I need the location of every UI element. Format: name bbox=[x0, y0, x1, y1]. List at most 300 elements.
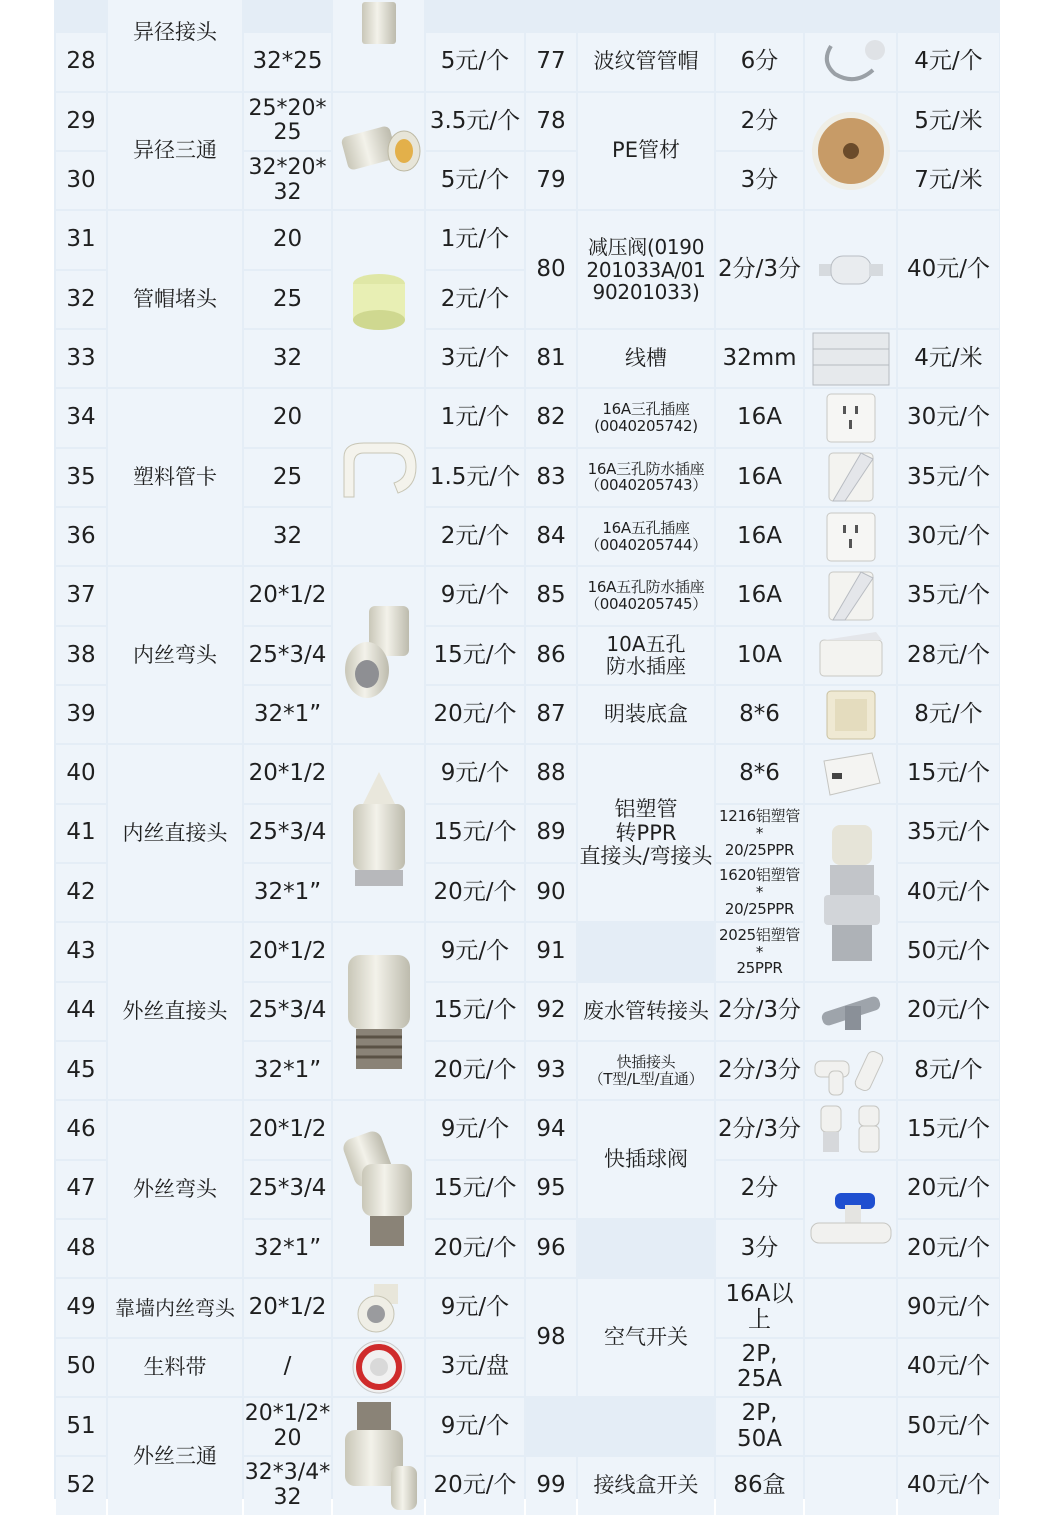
item-price bbox=[898, 211, 999, 328]
item-spec-text: 20*1/2 bbox=[248, 938, 327, 965]
item-price bbox=[426, 627, 524, 685]
item-spec bbox=[716, 864, 803, 922]
item-number bbox=[526, 745, 576, 803]
item-number bbox=[526, 686, 576, 744]
item-price bbox=[426, 33, 524, 91]
item-price-text: 90元/个 bbox=[906, 1294, 990, 1321]
item-number bbox=[56, 1457, 106, 1515]
splash-box-icon-graphic bbox=[818, 747, 884, 801]
item-name bbox=[108, 389, 242, 565]
item-spec-text: 32 bbox=[272, 522, 303, 549]
item-spec bbox=[716, 923, 803, 981]
item-spec bbox=[244, 508, 331, 566]
item-price bbox=[426, 93, 524, 151]
item-spec bbox=[716, 1220, 803, 1278]
item-price bbox=[898, 1279, 999, 1337]
item-number-text: 30 bbox=[66, 166, 96, 193]
item-price bbox=[426, 330, 524, 388]
item-number-text: 89 bbox=[536, 819, 566, 846]
item-name-text: 16A五孔防水插座 （0040205745） bbox=[585, 578, 707, 614]
item-number-text: 35 bbox=[66, 463, 96, 490]
item-price bbox=[898, 93, 999, 151]
item-price-text: 7元/米 bbox=[914, 166, 983, 193]
item-price bbox=[898, 745, 999, 803]
item-spec bbox=[716, 1339, 803, 1397]
item-spec-text: 20*1/2 bbox=[248, 582, 327, 609]
product-photo-cell bbox=[805, 1279, 896, 1337]
item-price bbox=[898, 686, 999, 744]
item-number-text: 41 bbox=[66, 819, 96, 846]
reducing-tee-icon bbox=[333, 93, 424, 210]
item-spec bbox=[716, 330, 803, 388]
item-price bbox=[898, 1339, 999, 1397]
splash-box-icon bbox=[805, 745, 896, 803]
item-number-text: 52 bbox=[66, 1472, 96, 1499]
socket-icon bbox=[805, 389, 896, 447]
item-name bbox=[578, 211, 714, 328]
item-spec-text: 32*25 bbox=[252, 48, 323, 75]
item-number-text: 45 bbox=[66, 1056, 96, 1083]
item-number bbox=[526, 1161, 576, 1219]
surface-box-icon-graphic bbox=[821, 687, 881, 743]
item-number bbox=[56, 805, 106, 863]
item-number bbox=[526, 1457, 576, 1515]
item-price bbox=[898, 152, 999, 210]
pe-tube-coil-icon bbox=[805, 93, 896, 210]
item-spec-text: 2分/3分 bbox=[717, 1056, 801, 1083]
waterproof-socket-icon-graphic bbox=[823, 449, 879, 505]
item-number-text: 29 bbox=[66, 107, 96, 134]
item-number-text: 49 bbox=[66, 1294, 96, 1321]
item-price bbox=[426, 389, 524, 447]
item-spec bbox=[244, 983, 331, 1041]
item-number bbox=[526, 449, 576, 507]
item-price bbox=[426, 686, 524, 744]
item-number bbox=[526, 1042, 576, 1100]
item-number-text: 82 bbox=[536, 404, 566, 431]
item-spec-text: 20*1/2 bbox=[248, 1116, 327, 1143]
item-spec bbox=[716, 211, 803, 328]
item-name bbox=[108, 1339, 242, 1397]
item-number-text: 31 bbox=[66, 226, 96, 253]
item-price bbox=[426, 1398, 524, 1456]
socket-icon-graphic bbox=[823, 509, 879, 565]
item-price bbox=[898, 805, 999, 863]
item-number bbox=[56, 1279, 106, 1337]
item-price-text: 9元/个 bbox=[440, 582, 510, 609]
item-price bbox=[898, 1398, 999, 1456]
item-price-text: 8元/个 bbox=[914, 1056, 983, 1083]
female-elbow-icon-graphic bbox=[339, 600, 419, 710]
item-spec-text: 32*1” bbox=[253, 700, 322, 727]
item-price-text: 9元/个 bbox=[440, 760, 510, 787]
item-number bbox=[56, 864, 106, 922]
item-price bbox=[898, 923, 999, 981]
item-price-text: 15元/个 bbox=[906, 1116, 990, 1143]
item-name-text: 波纹管管帽 bbox=[593, 49, 699, 74]
item-price bbox=[898, 1220, 999, 1278]
item-spec-text: 25*3/4 bbox=[248, 1175, 327, 1202]
item-spec bbox=[244, 567, 331, 625]
item-name bbox=[108, 567, 242, 743]
item-name bbox=[578, 627, 714, 685]
female-coupling-icon bbox=[333, 745, 424, 921]
item-price bbox=[426, 1457, 524, 1515]
item-spec bbox=[244, 686, 331, 744]
item-spec bbox=[244, 1457, 331, 1515]
male-coupling-icon bbox=[333, 923, 424, 1099]
item-number bbox=[56, 1101, 106, 1159]
waterproof-socket-icon-graphic bbox=[823, 568, 879, 624]
item-number-text: 92 bbox=[536, 997, 566, 1024]
item-name bbox=[108, 211, 242, 387]
quick-connector-icon-graphic bbox=[811, 1043, 891, 1099]
item-price-text: 35元/个 bbox=[906, 819, 990, 846]
item-spec-text: 2025铝塑管* 25PPR bbox=[718, 925, 801, 978]
item-price-text: 3元/个 bbox=[440, 344, 510, 371]
al-pipe-adapter-icon bbox=[805, 805, 896, 981]
item-number bbox=[56, 1339, 106, 1397]
item-number-text: 40 bbox=[66, 760, 96, 787]
item-number bbox=[56, 1220, 106, 1278]
item-name-text: 16A三孔防水插座 （0040205743） bbox=[585, 459, 707, 495]
item-name-text: 内丝弯头 bbox=[133, 642, 217, 667]
item-number bbox=[56, 449, 106, 507]
item-price-text: 20元/个 bbox=[433, 700, 517, 727]
item-spec bbox=[716, 389, 803, 447]
item-spec bbox=[716, 1042, 803, 1100]
item-name-text: 减压阀(0190 201033A/01 90201033) bbox=[586, 235, 706, 304]
item-spec-text: 2分/3分 bbox=[717, 1116, 801, 1143]
item-spec bbox=[244, 152, 331, 210]
pipe-clip-icon bbox=[333, 389, 424, 565]
item-number-text: 34 bbox=[66, 404, 96, 431]
ptfe-tape-icon bbox=[333, 1339, 424, 1397]
item-name-text: 异径三通 bbox=[133, 138, 217, 163]
quick-adapter-icon-graphic bbox=[813, 1102, 889, 1158]
item-spec-text: 25*3/4 bbox=[248, 641, 327, 668]
item-spec-text: 10A bbox=[736, 641, 782, 668]
item-number bbox=[526, 1279, 576, 1396]
item-spec bbox=[716, 93, 803, 151]
pipe-reducer-icon-graphic bbox=[344, 2, 414, 62]
item-price-text: 4元/米 bbox=[914, 344, 983, 371]
item-price bbox=[426, 1161, 524, 1219]
item-name bbox=[108, 1279, 242, 1337]
item-number bbox=[56, 745, 106, 803]
item-price bbox=[898, 1042, 999, 1100]
item-price-text: 15元/个 bbox=[433, 819, 517, 846]
male-elbow-icon bbox=[333, 1101, 424, 1277]
item-number bbox=[56, 567, 106, 625]
item-name-text: 快插球阀 bbox=[604, 1146, 688, 1171]
item-number bbox=[56, 983, 106, 1041]
item-price bbox=[426, 211, 524, 269]
item-spec-text: 16A bbox=[736, 522, 782, 549]
item-spec bbox=[244, 33, 331, 91]
item-spec-text: 16A bbox=[736, 463, 782, 490]
item-price bbox=[426, 1042, 524, 1100]
product-photo-cell bbox=[805, 1339, 896, 1397]
item-number-text: 93 bbox=[536, 1056, 566, 1083]
item-price-text: 4元/个 bbox=[914, 48, 983, 75]
item-name bbox=[578, 508, 714, 566]
item-number bbox=[526, 93, 576, 151]
item-price-text: 5元/米 bbox=[914, 107, 983, 134]
item-price-text: 20元/个 bbox=[906, 1234, 990, 1261]
item-number bbox=[56, 1398, 106, 1456]
item-name bbox=[108, 745, 242, 921]
item-number-text: 44 bbox=[66, 997, 96, 1024]
item-number-text: 86 bbox=[536, 641, 566, 668]
item-spec-text: 2分/3分 bbox=[717, 255, 801, 282]
item-number-text: 38 bbox=[66, 641, 96, 668]
product-photo-cell bbox=[805, 1457, 896, 1515]
item-number bbox=[56, 389, 106, 447]
item-number bbox=[526, 33, 576, 91]
item-name-text: 外丝三通 bbox=[133, 1443, 217, 1468]
item-spec-text: 32*1” bbox=[253, 1234, 322, 1261]
price-table bbox=[54, 0, 1000, 1510]
item-name bbox=[578, 33, 714, 91]
item-price-text: 28元/个 bbox=[906, 641, 990, 668]
item-number-text: 87 bbox=[536, 700, 566, 727]
item-spec bbox=[716, 508, 803, 566]
item-spec-text: 2分/3分 bbox=[717, 997, 801, 1024]
item-number bbox=[56, 1042, 106, 1100]
item-spec bbox=[244, 330, 331, 388]
item-number bbox=[56, 627, 106, 685]
item-price bbox=[898, 508, 999, 566]
item-price-text: 50元/个 bbox=[906, 938, 990, 965]
item-price bbox=[426, 449, 524, 507]
item-spec-text: 25 bbox=[272, 285, 303, 312]
item-name-text: 塑料管卡 bbox=[133, 464, 217, 489]
item-spec bbox=[716, 1101, 803, 1159]
item-name bbox=[108, 93, 242, 210]
item-price-text: 30元/个 bbox=[906, 404, 990, 431]
item-number-text: 81 bbox=[536, 344, 566, 371]
item-name bbox=[578, 449, 714, 507]
item-number bbox=[526, 805, 576, 863]
item-number bbox=[56, 33, 106, 91]
item-price-text: 15元/个 bbox=[906, 760, 990, 787]
item-number-text: 90 bbox=[536, 878, 566, 905]
item-price bbox=[898, 1101, 999, 1159]
item-number bbox=[526, 1220, 576, 1278]
item-price bbox=[898, 627, 999, 685]
item-number bbox=[526, 211, 576, 328]
male-elbow-icon-graphic bbox=[338, 1124, 420, 1254]
item-spec bbox=[244, 449, 331, 507]
item-number-text: 78 bbox=[536, 107, 566, 134]
item-price-text: 15元/个 bbox=[433, 1175, 517, 1202]
item-spec bbox=[244, 923, 331, 981]
item-number bbox=[56, 93, 106, 151]
item-spec bbox=[716, 983, 803, 1041]
item-price-text: 20元/个 bbox=[906, 1175, 990, 1202]
item-price-text: 5元/个 bbox=[440, 48, 510, 75]
item-spec-text: 20*1/2 bbox=[248, 760, 327, 787]
item-spec-text: 3分 bbox=[740, 166, 779, 193]
item-price-text: 40元/个 bbox=[906, 878, 990, 905]
item-name bbox=[578, 1042, 714, 1100]
item-spec bbox=[716, 745, 803, 803]
item-spec bbox=[716, 1161, 803, 1219]
item-spec-text: 3分 bbox=[740, 1234, 779, 1261]
item-name bbox=[578, 567, 714, 625]
cable-trunking-icon bbox=[805, 330, 896, 388]
item-spec bbox=[244, 271, 331, 329]
pressure-valve-icon bbox=[805, 211, 896, 328]
item-spec bbox=[244, 1398, 331, 1456]
item-number bbox=[526, 983, 576, 1041]
ptfe-tape-icon-graphic bbox=[349, 1339, 409, 1395]
item-name bbox=[578, 389, 714, 447]
pressure-valve-icon-graphic bbox=[815, 250, 887, 290]
item-name bbox=[578, 330, 714, 388]
item-number-text: 47 bbox=[66, 1175, 96, 1202]
item-spec bbox=[244, 389, 331, 447]
item-spec-text: 32*20* 32 bbox=[248, 155, 327, 205]
female-coupling-icon-graphic bbox=[339, 768, 419, 898]
item-price-text: 30元/个 bbox=[906, 522, 990, 549]
item-number-text: 96 bbox=[536, 1234, 566, 1261]
item-price bbox=[898, 330, 999, 388]
waterproof-socket-icon bbox=[805, 567, 896, 625]
item-price bbox=[898, 1161, 999, 1219]
wall-elbow-icon bbox=[333, 1279, 424, 1337]
item-spec bbox=[244, 1279, 331, 1337]
item-number-text: 28 bbox=[66, 48, 96, 75]
item-spec-text: 20*1/2* 20 bbox=[244, 1401, 331, 1451]
item-price bbox=[898, 33, 999, 91]
item-number-text: 48 bbox=[66, 1234, 96, 1261]
item-price-text: 15元/个 bbox=[433, 641, 517, 668]
item-price-text: 9元/个 bbox=[440, 938, 510, 965]
item-name bbox=[108, 923, 242, 1099]
item-spec bbox=[244, 211, 331, 269]
item-name-text: 废水管转接头 bbox=[583, 998, 709, 1023]
item-number bbox=[56, 152, 106, 210]
item-spec bbox=[716, 152, 803, 210]
item-spec-text: 20 bbox=[272, 226, 303, 253]
item-spec bbox=[716, 627, 803, 685]
item-price-text: 9元/个 bbox=[440, 1294, 510, 1321]
waterproof-socket-icon bbox=[805, 449, 896, 507]
item-name-text: 生料带 bbox=[143, 1354, 207, 1379]
item-price bbox=[898, 567, 999, 625]
item-spec bbox=[244, 1101, 331, 1159]
item-number bbox=[526, 152, 576, 210]
item-spec-text: 25*20* 25 bbox=[248, 95, 327, 146]
item-number-text: 42 bbox=[66, 878, 96, 905]
item-spec-text: 8*6 bbox=[739, 760, 780, 787]
item-price-text: 40元/个 bbox=[906, 255, 990, 282]
item-spec-text: 32mm bbox=[722, 344, 797, 371]
item-price-text: 20元/个 bbox=[433, 1472, 517, 1499]
item-spec-text: 6分 bbox=[740, 48, 779, 75]
item-number bbox=[526, 923, 576, 981]
reducing-tee-icon-graphic bbox=[334, 111, 424, 191]
item-number-text: 99 bbox=[536, 1472, 566, 1499]
item-price-text: 35元/个 bbox=[906, 463, 990, 490]
item-price-text: 40元/个 bbox=[906, 1353, 990, 1380]
item-number-text: 85 bbox=[536, 582, 566, 609]
item-spec bbox=[244, 1220, 331, 1278]
pe-tube-coil-icon-graphic bbox=[811, 111, 891, 191]
item-spec-text: 2分 bbox=[740, 1175, 779, 1202]
item-spec bbox=[716, 686, 803, 744]
item-price-text: 8元/个 bbox=[914, 700, 983, 727]
item-name bbox=[578, 686, 714, 744]
item-name-text: 明装底盒 bbox=[604, 701, 688, 726]
item-price bbox=[426, 1101, 524, 1159]
item-price bbox=[426, 271, 524, 329]
item-price-text: 1.5元/个 bbox=[429, 463, 521, 490]
item-spec bbox=[716, 1398, 803, 1456]
corrugated-cap-icon-graphic bbox=[815, 40, 887, 84]
quick-connector-icon bbox=[805, 1042, 896, 1100]
item-number-text: 43 bbox=[66, 938, 96, 965]
item-price-text: 1元/个 bbox=[440, 404, 510, 431]
item-price-text: 9元/个 bbox=[440, 1116, 510, 1143]
item-number bbox=[56, 211, 106, 269]
item-price-text: 20元/个 bbox=[433, 878, 517, 905]
item-name-text: PE管材 bbox=[612, 138, 680, 163]
item-price-text: 1元/个 bbox=[440, 226, 510, 253]
item-name-text: 16A三孔插座 (0040205742) bbox=[594, 400, 698, 436]
item-spec-text: 25*3/4 bbox=[248, 997, 327, 1024]
item-number bbox=[56, 508, 106, 566]
item-number-text: 80 bbox=[536, 255, 566, 282]
quick-adapter-icon bbox=[805, 1101, 896, 1159]
item-spec-text: 25 bbox=[272, 463, 303, 490]
item-number-text: 98 bbox=[536, 1323, 566, 1350]
item-spec-text: 32*3/4* 32 bbox=[244, 1460, 331, 1510]
item-number bbox=[56, 1161, 106, 1219]
item-price bbox=[898, 983, 999, 1041]
male-tee-icon-graphic bbox=[339, 1396, 419, 1516]
item-name-text: 空气开关 bbox=[604, 1324, 688, 1349]
item-spec-text: 1620铝塑管* 20/25PPR bbox=[718, 866, 801, 919]
item-spec bbox=[716, 449, 803, 507]
item-name bbox=[578, 1279, 714, 1396]
item-name-text: 快插接头 （T型/L型/直通） bbox=[588, 1052, 704, 1088]
item-spec-text: 32*1” bbox=[253, 878, 322, 905]
item-price-text: 2元/个 bbox=[440, 522, 510, 549]
item-number-text: 51 bbox=[66, 1412, 96, 1439]
item-name-text: 接线盒开关 bbox=[593, 1473, 699, 1498]
item-spec-text: 16A bbox=[736, 404, 782, 431]
item-price bbox=[898, 864, 999, 922]
item-name bbox=[578, 983, 714, 1041]
item-spec-text: 8*6 bbox=[739, 700, 780, 727]
item-price bbox=[898, 449, 999, 507]
surface-box-icon bbox=[805, 686, 896, 744]
item-name bbox=[108, 1398, 242, 1515]
item-number bbox=[526, 389, 576, 447]
item-price bbox=[898, 1457, 999, 1515]
item-price bbox=[426, 508, 524, 566]
item-spec-text: 2分 bbox=[740, 107, 779, 134]
item-number-text: 84 bbox=[536, 522, 566, 549]
item-price-text: 9元/个 bbox=[440, 1412, 510, 1439]
item-spec-text: 20*1/2 bbox=[248, 1294, 327, 1321]
item-number bbox=[56, 923, 106, 981]
item-spec bbox=[244, 1042, 331, 1100]
pipe-cap-icon bbox=[333, 211, 424, 387]
